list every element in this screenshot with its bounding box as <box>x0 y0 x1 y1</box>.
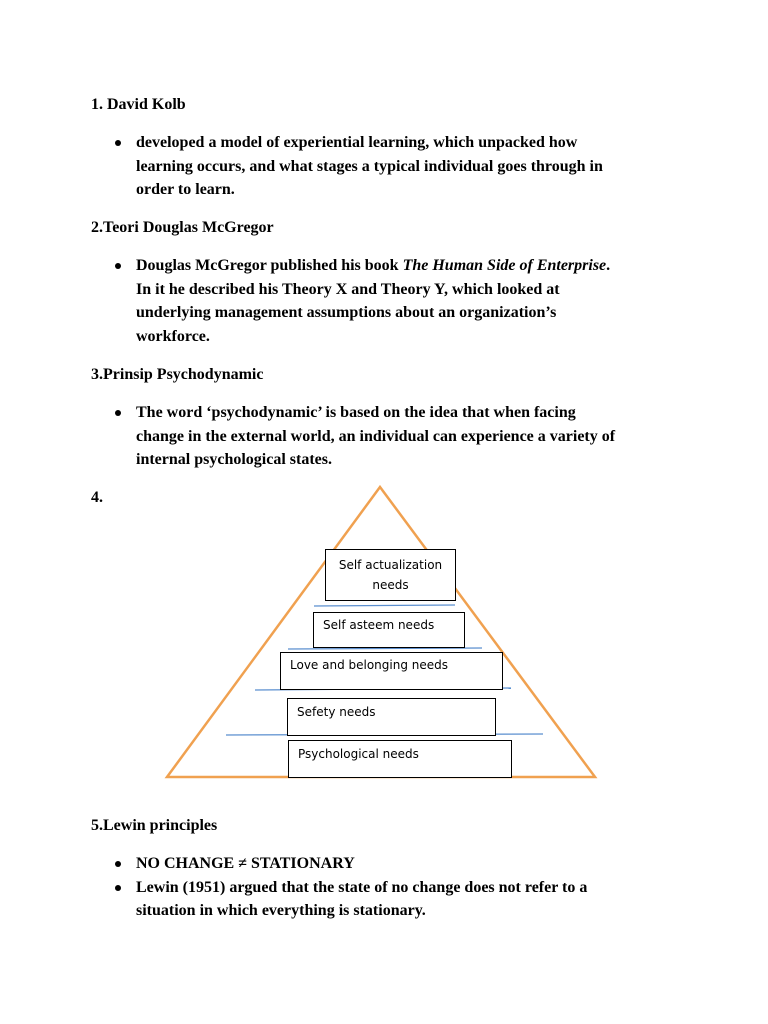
bullet-list-lewin <box>91 852 691 923</box>
pyramid-level-label: Psychological needs <box>298 747 419 761</box>
pyramid-level-label: needs <box>372 578 409 592</box>
text-line: learning occurs, and what stages a typical individual goes through in <box>136 157 603 175</box>
text-segment: Douglas McGregor published his book <box>136 257 403 274</box>
heading-mcgregor: 2.Teori Douglas McGregor <box>91 219 274 236</box>
heading-section-4: 4. <box>91 489 103 506</box>
text-line: underlying management assumptions about an organization’s <box>136 304 557 321</box>
pyramid-level-label: Self actualization <box>338 558 443 572</box>
level-underline <box>288 648 482 649</box>
pyramid-level-label: Self asteem needs <box>323 618 435 632</box>
text-line: workforce. <box>136 327 210 345</box>
text-line: In it he described his Theory X and Theory Y, which looked at <box>136 280 560 298</box>
heading-psychodynamic: 3.Prinsip Psychodynamic <box>91 366 264 383</box>
text-line: change in the external world, an individual can experience a variety of <box>136 427 616 445</box>
text-line: situation in which everything is stationary. <box>136 902 426 919</box>
pyramid-level-physiological <box>288 740 512 778</box>
pyramid-level-love-belonging <box>280 652 503 690</box>
heading-lewin: 5.Lewin principles <box>91 817 218 834</box>
pyramid-level-self-esteem <box>313 612 465 648</box>
level-underline <box>314 605 455 606</box>
pyramid-level-self-actualization <box>325 549 456 601</box>
text-line: developed a model of experiential learning, which unpacked how <box>136 134 578 151</box>
pyramid-level-safety <box>287 698 496 736</box>
text-line: internal psychological states. <box>136 451 332 468</box>
bullet-dot-icon <box>115 861 121 867</box>
text-line: order to learn. <box>136 181 235 198</box>
text-line: Lewin (1951) argued that the state of no change does not refer to a <box>136 878 588 896</box>
pyramid-level-label: Love and belonging needs <box>290 658 449 672</box>
heading-david-kolb: 1. David Kolb <box>91 96 186 113</box>
book-title: The Human Side of Enterprise <box>402 257 607 274</box>
list-item <box>91 876 691 923</box>
bullet-dot-icon <box>115 885 121 891</box>
pyramid-level-label: Sefety needs <box>297 705 376 719</box>
text-line: The word ‘psychodynamic’ is based on the idea that when facing <box>136 404 576 421</box>
text-segment: . <box>606 257 611 274</box>
list-item <box>91 852 691 876</box>
text-line: NO CHANGE ≠ STATIONARY <box>136 855 355 872</box>
